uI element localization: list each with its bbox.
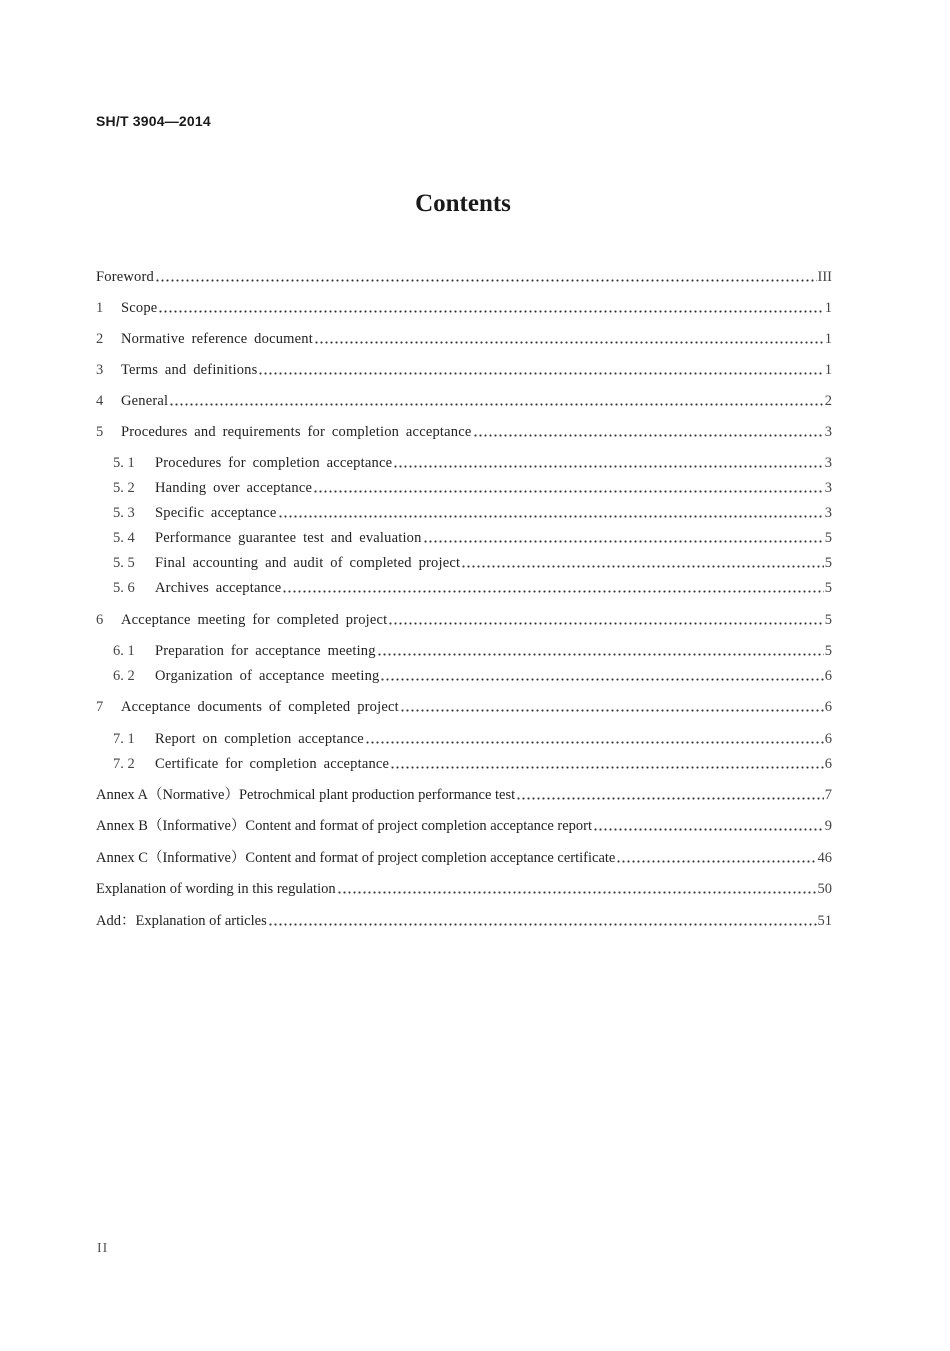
toc-entry-number: 5. 1 — [113, 455, 135, 471]
toc-entry[interactable] — [113, 548, 832, 572]
toc-entry-title: Foreword — [96, 269, 154, 285]
toc-entry-page: 3 — [824, 480, 832, 496]
toc-entry-title: Handing over acceptance — [155, 480, 313, 496]
dot-leader — [616, 860, 816, 863]
page-number: II — [97, 1241, 109, 1256]
dot-leader — [278, 515, 824, 518]
toc-entry-number: 5. 2 — [113, 480, 135, 496]
toc-entry-page: 5 — [824, 530, 832, 546]
toc-entry-number: 6. 2 — [113, 668, 135, 684]
dot-leader — [388, 622, 823, 625]
page-title: Contents — [415, 190, 511, 217]
toc-entry-title: Organization of acceptance meeting — [155, 668, 380, 684]
toc-entry-title: Final accounting and audit of completed project — [155, 555, 461, 571]
toc-entry-number: 4 — [96, 393, 104, 409]
toc-entry-number: 5. 5 — [113, 555, 135, 571]
dot-leader — [461, 565, 824, 568]
toc-entry-page: 6 — [824, 756, 832, 772]
toc-entry-title: Acceptance documents of completed project — [121, 699, 399, 715]
toc-entry-page: 3 — [824, 455, 832, 471]
toc-entry[interactable] — [96, 386, 832, 410]
toc-entry-page: 5 — [824, 612, 832, 628]
toc-entry[interactable] — [113, 473, 832, 497]
toc-entry[interactable] — [113, 448, 832, 472]
dot-leader — [393, 465, 824, 468]
toc-entry-title: Specific acceptance — [155, 505, 277, 521]
dot-leader — [423, 540, 824, 543]
toc-entry-title: Archives acceptance — [155, 580, 282, 596]
toc-entry-page: 50 — [817, 881, 832, 897]
toc-entry-number: 6 — [96, 612, 104, 628]
dot-leader — [337, 891, 817, 894]
dot-leader — [158, 310, 823, 313]
toc-entry[interactable] — [113, 498, 832, 522]
toc-entry-number: 5 — [96, 424, 104, 440]
toc-entry-title: Preparation for acceptance meeting — [155, 643, 376, 659]
toc-entry-page: 6 — [824, 731, 832, 747]
dot-leader — [314, 341, 824, 344]
toc-entry[interactable] — [96, 843, 832, 867]
dot-leader — [377, 653, 824, 656]
toc-entry[interactable] — [96, 874, 832, 898]
toc-entry-number: 5. 6 — [113, 580, 135, 596]
toc-entry-title: Procedures for completion acceptance — [155, 455, 393, 471]
dot-leader — [282, 590, 823, 593]
toc-entry-page: 5 — [824, 643, 832, 659]
toc-entry-page: 3 — [824, 505, 832, 521]
toc-entry-title: General — [121, 393, 169, 409]
toc-entry-number: 7 — [96, 699, 104, 715]
toc-entry[interactable] — [96, 293, 832, 317]
dot-leader — [155, 279, 817, 282]
toc-entry-page: 9 — [824, 818, 832, 834]
toc-entry[interactable] — [96, 605, 832, 629]
toc-entry-number: 5. 3 — [113, 505, 135, 521]
toc-entry[interactable] — [96, 811, 832, 835]
toc-entry-number: 1 — [96, 300, 104, 316]
toc-entry-title: Add：Explanation of articles — [96, 913, 267, 929]
toc-entry[interactable] — [96, 906, 832, 930]
dot-leader — [169, 403, 823, 406]
dot-leader — [268, 923, 817, 926]
toc-entry-page: 51 — [817, 913, 832, 929]
toc-entry-number: 6. 1 — [113, 643, 135, 659]
dot-leader — [365, 741, 824, 744]
toc-entry[interactable] — [96, 355, 832, 379]
toc-entry-page: 1 — [824, 362, 832, 378]
dot-leader — [313, 490, 824, 493]
toc-entry-page: 46 — [817, 850, 832, 866]
toc-entry-title: Annex B（Informative）Content and format of project completion acceptance report — [96, 818, 593, 834]
toc-entry[interactable] — [113, 573, 832, 597]
toc-entry-title: Report on completion acceptance — [155, 731, 364, 747]
toc-entry-title: Scope — [121, 300, 158, 316]
dot-leader — [473, 434, 824, 437]
toc-entry[interactable] — [113, 661, 832, 685]
toc-entry-title: Explanation of wording in this regulation — [96, 881, 336, 897]
toc-entry-title: Annex A（Normative）Petrochmical plant production performance test — [96, 787, 516, 803]
toc-entry-number: 7. 1 — [113, 731, 135, 747]
toc-entry-page: 6 — [824, 699, 832, 715]
toc-entry[interactable] — [113, 636, 832, 660]
toc-entry[interactable] — [96, 417, 832, 441]
dot-leader — [593, 828, 824, 831]
toc-entry[interactable] — [96, 262, 832, 286]
toc-entry-page: 1 — [824, 300, 832, 316]
toc-entry-page: III — [817, 269, 832, 285]
toc-entry-title: Certificate for completion acceptance — [155, 756, 390, 772]
toc-entry-page: 5 — [824, 555, 832, 571]
toc-entry-number: 2 — [96, 331, 104, 347]
toc-entry-page: 6 — [824, 668, 832, 684]
toc-entry-number: 3 — [96, 362, 104, 378]
toc-entry[interactable] — [96, 324, 832, 348]
toc-entry-number: 5. 4 — [113, 530, 135, 546]
toc-entry-title: Normative reference document — [121, 331, 313, 347]
toc-entry-number: 7. 2 — [113, 756, 135, 772]
dot-leader — [380, 678, 823, 681]
toc-entry[interactable] — [113, 523, 832, 547]
toc-entry[interactable] — [96, 692, 832, 716]
document-code: SH/T 3904—2014 — [96, 113, 211, 129]
toc-entry-title: Performance guarantee test and evaluation — [155, 530, 422, 546]
dot-leader — [258, 372, 823, 375]
toc-entry[interactable] — [96, 780, 832, 804]
toc-entry-page: 1 — [824, 331, 832, 347]
toc-entry-title: Procedures and requirements for completion acceptance — [121, 424, 472, 440]
dot-leader — [390, 766, 824, 769]
toc-entry-page: 5 — [824, 580, 832, 596]
toc-entry-title: Annex C（Informative）Content and format of project completion acceptance certificate — [96, 850, 616, 866]
toc-entry-title: Acceptance meeting for completed project — [121, 612, 388, 628]
toc-entry-page: 2 — [824, 393, 832, 409]
toc-entry[interactable] — [113, 724, 832, 748]
dot-leader — [400, 709, 824, 712]
toc-entry[interactable] — [113, 749, 832, 773]
toc-entry-title: Terms and definitions — [121, 362, 258, 378]
toc-entry-page: 3 — [824, 424, 832, 440]
dot-leader — [516, 797, 824, 800]
toc-entry-page: 7 — [824, 787, 832, 803]
